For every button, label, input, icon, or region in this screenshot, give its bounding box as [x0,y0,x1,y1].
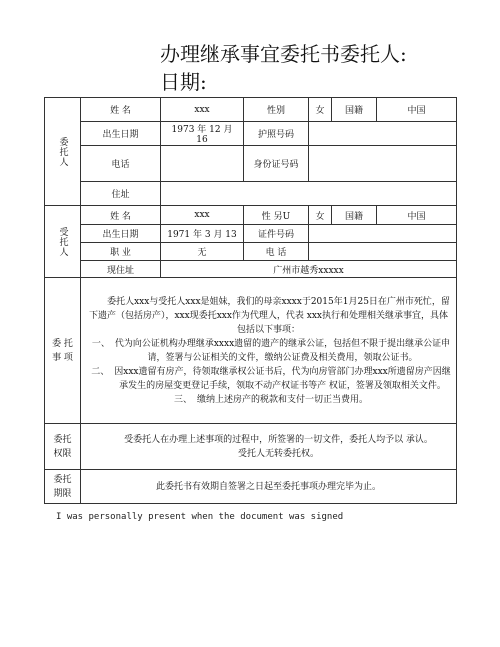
authority-line-1: 受委托人在办理上述事项的过程中，所签署的一切文件，委托人均予以 承认。 [124,434,433,445]
term-content: 此委托书有效期自签署之日起至委托事项办理完毕为止。 [81,470,457,504]
agent-name-label: 姓 名 [81,206,161,225]
agent-gender-label: 性 另U [244,206,309,225]
signature-footnote: I was personally present when the document was signed [56,512,344,522]
matters-section-label: 委 托 事 项 [45,278,81,424]
principal-name-label: 姓 名 [81,98,161,122]
principal-gender-label: 性别 [244,98,309,122]
agent-address: 广州市越秀xxxxx [161,261,457,278]
matters-item-3: 三、 缴纳上述房产的税款和支付一切正当费用。 [173,394,368,405]
principal-passport [309,122,457,146]
agent-job-label: 职 业 [81,243,161,261]
title-line-2: 日期: [160,70,207,94]
term-section-label: 委托 期限 [45,470,81,504]
matters-item-2: 二、 因xxx遗留有房产，待领取继承权公证书后，代为向房管部门办理xxx所遗留房产因继承发生的房屋变更登记手续，领取不动产权证书等产 权证，签署及领取相关文件。 [91,366,451,391]
power-of-attorney-form [44,97,457,504]
authority-content [81,424,457,470]
authority-line-2: 受托人无转委托权。 [237,448,319,459]
principal-section-label: 委托人 [45,98,81,206]
title-line-1: 办理继承事宜委托书委托人: [160,42,407,66]
principal-dob: 1973 年 12 月 16 [161,122,244,146]
principal-name: xxx [161,98,244,122]
principal-dob-label: 出生日期 [81,122,161,146]
agent-nationality-label: 国籍 [332,206,377,225]
principal-address-label: 住址 [81,182,161,206]
agent-gender: 女 [309,206,332,225]
principal-phone-label: 电话 [81,146,161,182]
agent-dob: 1971 年 3 月 13 [161,225,244,243]
agent-job: 无 [161,243,244,261]
principal-passport-label: 护照号码 [244,122,309,146]
agent-phone-label: 电 话 [244,243,309,261]
agent-phone [309,243,457,261]
principal-phone [161,146,244,182]
document-title [160,40,407,96]
agent-address-label: 现住址 [81,261,161,278]
agent-dob-label: 出生日期 [81,225,161,243]
authority-section-label: 委托 权限 [45,424,81,470]
matters-item-1: 一、 代为向公证机构办理继承xxxx遗留的遗产的继承公证，包括但不限于提出继承公证申请，签署与公证相关的文件，缴纳公证费及相关费用，领取公证书。 [91,338,451,363]
principal-address [161,182,457,206]
agent-nationality: 中国 [377,206,457,225]
principal-nationality: 中国 [377,98,457,122]
agent-name: xxx [161,206,244,225]
agent-cert [309,225,457,243]
principal-nationality-label: 国籍 [332,98,377,122]
principal-id-label: 身份证号码 [244,146,309,182]
matters-content [81,278,457,424]
principal-id [309,146,457,182]
matters-intro: 委托人xxx与受托人xxx是姐妹，我们的母亲xxxx于2015年1月25日在广州市死忙，留下遗产（包括房产），xxx现委托xxx作为代理人，代表 xxx执行和处理相关继承事宜，具体包括以下事项： [88,296,450,335]
agent-cert-label: 证件号码 [244,225,309,243]
agent-section-label: 受托人 [45,206,81,278]
principal-gender: 女 [309,98,332,122]
